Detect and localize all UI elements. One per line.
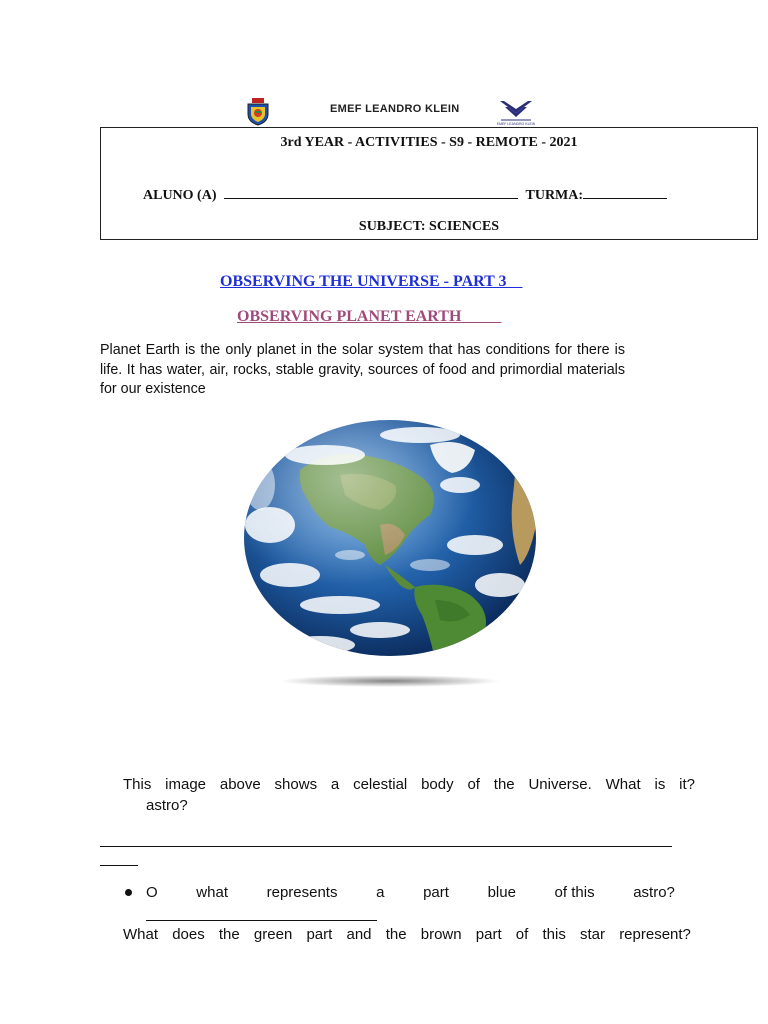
q3-word: does [172,926,205,943]
student-name-field[interactable] [224,186,518,199]
swallow-logo-icon [497,97,535,127]
q3-word: of [515,926,529,943]
answer-line[interactable] [100,846,672,847]
q3-word: the [218,926,240,943]
q3-word: What [123,926,159,943]
question-1-line-2: astro? [146,797,188,814]
q3-word: and [346,926,372,943]
subject-line: SUBJECT: SCIENCES [358,219,500,234]
header-box [100,127,758,240]
school-name: EMEF LEANDRO KLEIN [330,103,460,115]
q2-word: O [146,884,158,901]
q3-word: represent? [619,926,691,943]
q3-word: part [306,926,333,943]
student-row [143,186,667,204]
page-subtitle: OBSERVING PLANET EARTH [237,308,462,325]
q3-word: brown [420,926,462,943]
student-label: ALUNO (A) [143,188,217,203]
bullet-icon [125,889,132,896]
page-title: OBSERVING THE UNIVERSE - PART 3 [220,273,507,290]
q3-word: the [385,926,407,943]
q2-word: astro? [633,884,675,901]
q3-word: this [542,926,566,943]
city-crest-icon [246,98,270,126]
q2-word: blue [487,884,516,901]
q2-word: what [196,884,228,901]
question-2 [146,882,675,903]
q2-word: a [376,884,385,901]
activity-title: 3rd YEAR - ACTIVITIES - S9 - REMOTE - 2021 [280,135,578,150]
q3-word: star [580,926,606,943]
q2-word: part [423,884,449,901]
earth-image [230,415,550,695]
q2-word: represents [266,884,338,901]
question-1-line-1: This image above shows a celestial body of the Universe. What is it? [123,776,695,793]
logo-caption: EMEF LEANDRO KLEIN [497,122,535,126]
q2-word: of this [554,884,595,901]
q3-word: green [253,926,293,943]
class-label: TURMA: [525,188,584,203]
answer-line[interactable] [100,865,138,866]
answer-line[interactable] [146,920,377,921]
class-field[interactable] [583,186,667,199]
question-3 [123,924,691,945]
intro-paragraph: Planet Earth is the only planet in the solar system that has conditions for there is life. It has water, air, rocks, stable gravity, sources of food and primordial materials for our existence [100,342,625,397]
q3-word: part [475,926,502,943]
question-1 [123,774,695,816]
